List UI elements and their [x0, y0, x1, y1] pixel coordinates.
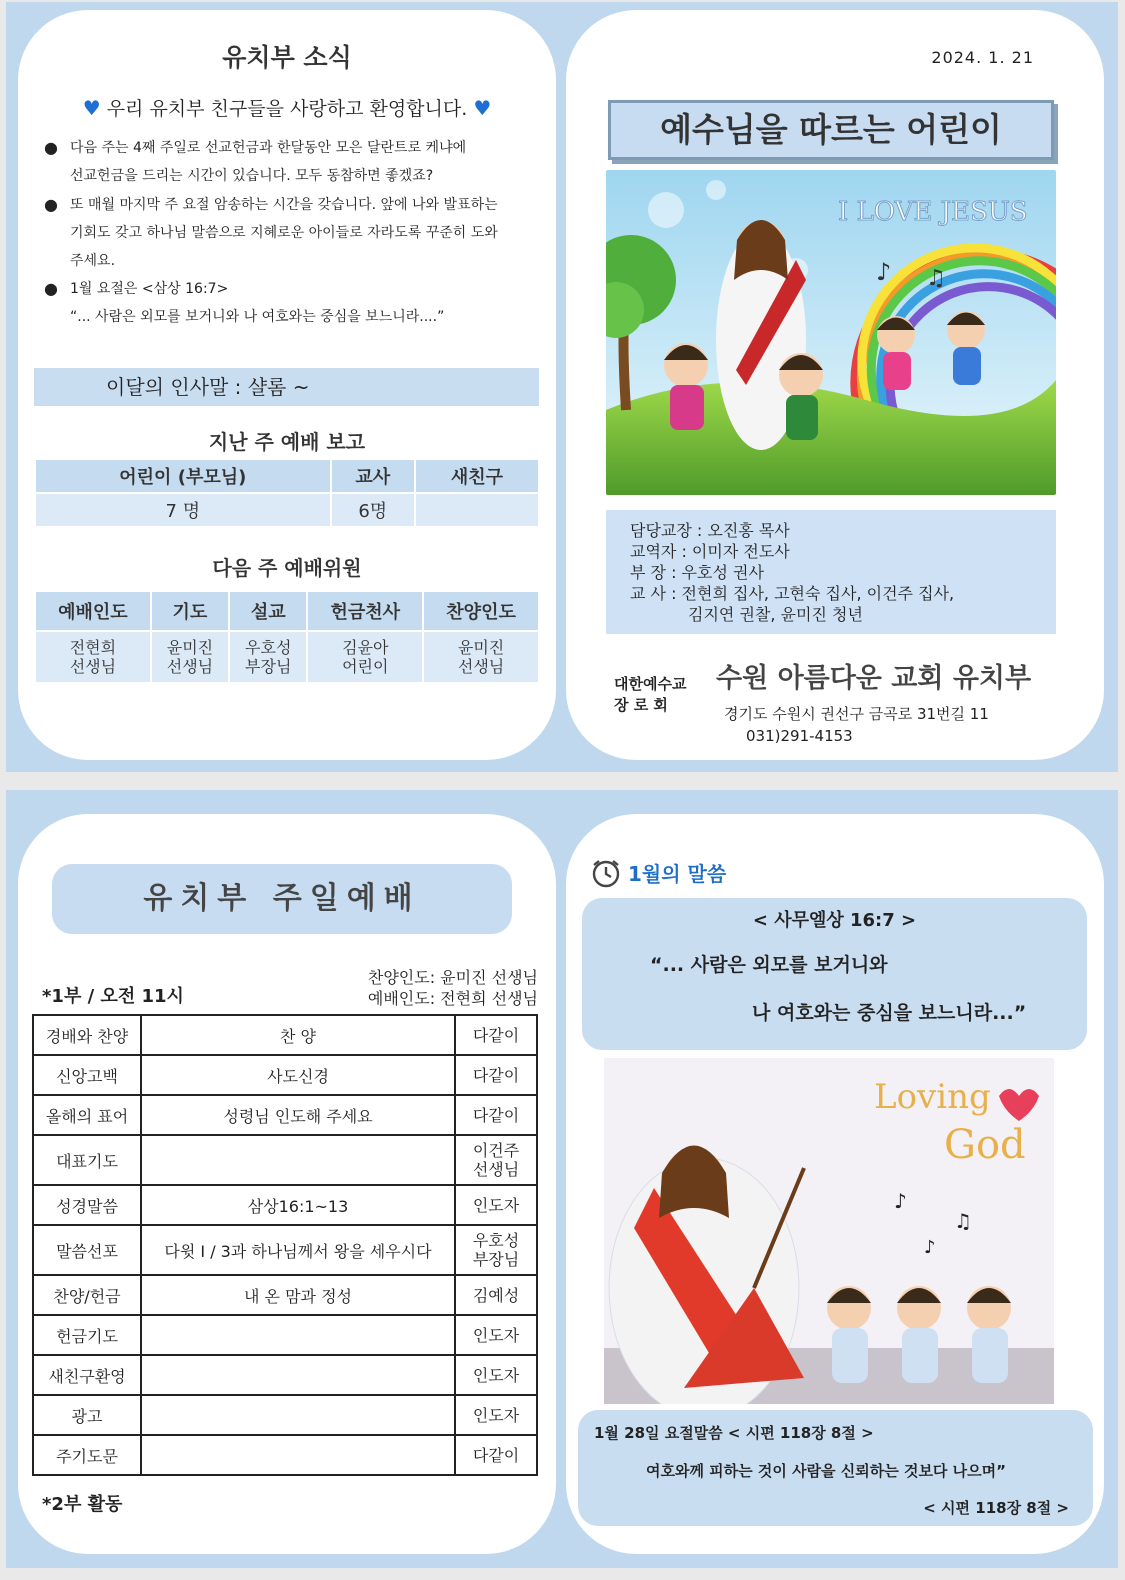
news-title: 유치부 소식	[222, 43, 352, 72]
monthly-verse-box	[582, 898, 1087, 1050]
verse-line-1: “... 사람은 외모를 보거니와	[650, 954, 888, 976]
bullet-line: 또 매월 마지막 주 요절 암송하는 시간을 갖습니다. 앞에 나와 발표하는	[70, 197, 498, 213]
order-content	[141, 1135, 455, 1185]
news-bullet-2	[44, 191, 544, 275]
table-cell: 윤미진 선생님	[423, 631, 539, 683]
staff-line: 담당교장 : 오진홍 목사	[630, 521, 790, 540]
order-item: 헌금기도	[33, 1315, 141, 1355]
table-row	[33, 1435, 537, 1475]
order-content: 사도신경	[141, 1055, 455, 1095]
staff-list	[606, 510, 1056, 634]
order-leader: 다같이	[455, 1095, 537, 1135]
cover-banner: 예수님을 따르는 어린이	[608, 100, 1054, 160]
bulletin-outer-sheet	[6, 2, 1118, 772]
order-content: 성령님 인도해 주세요	[141, 1095, 455, 1135]
order-item: 신앙고백	[33, 1055, 141, 1095]
loving-god-illustration	[604, 1058, 1054, 1404]
illustration-caption: I LOVE JESUS	[838, 197, 1028, 227]
church-address: 경기도 수원시 권선구 금곡로 31번길 11 031)291-4153	[724, 705, 989, 745]
memory-verse-ref: < 시편 118장 8절 >	[923, 1499, 1069, 1517]
illustration-caption: God	[944, 1122, 1026, 1168]
table-cell	[415, 493, 539, 527]
illustration-image	[606, 170, 1056, 495]
staff-line: 김지연 권찰, 윤미진 청년	[688, 605, 863, 624]
bulletin-inner-sheet	[6, 790, 1118, 1568]
order-leader: 인도자	[455, 1355, 537, 1395]
staff-line: 부 장 : 우호성 권사	[630, 563, 764, 582]
last-week-title: 지난 주 예배 보고	[208, 430, 366, 454]
order-leader: 우호성 부장님	[455, 1225, 537, 1275]
news-bullet-1	[44, 134, 544, 190]
table-row	[33, 1135, 537, 1185]
worship-title: 유치부 주일예배	[52, 864, 512, 934]
bulletin-date: 2024. 1. 21	[931, 48, 1034, 67]
table-cell: 김윤아 어린이	[307, 631, 423, 683]
memory-verse-text: 여호와께 피하는 것이 사람을 신뢰하는 것보다 나으며”	[646, 1462, 1006, 1480]
bullet-line: 선교헌금을 드리는 시간이 있습니다. 모두 동참하면 좋겠죠?	[70, 168, 434, 184]
service-roles: 찬양인도: 윤미진 선생님 예배인도: 전현희 선생님	[367, 968, 538, 1008]
table-header: 기도	[151, 591, 229, 631]
next-week-table	[34, 590, 540, 684]
table-cell: 6명	[331, 493, 415, 527]
worship-order-table	[32, 1014, 538, 1476]
table-cell: 전현희 선생님	[35, 631, 151, 683]
order-item: 올해의 표어	[33, 1095, 141, 1135]
order-item: 광고	[33, 1395, 141, 1435]
table-header: 예배인도	[35, 591, 151, 631]
service-part-2: *2부 활동	[42, 1494, 123, 1515]
svg-text:♪: ♪	[894, 1189, 907, 1213]
illustration-caption: Loving	[874, 1077, 991, 1117]
svg-text:♫: ♫	[926, 266, 946, 291]
news-panel	[18, 10, 556, 760]
welcome-text: 우리 유치부 친구들을 사랑하고 환영합니다.	[106, 98, 468, 120]
order-item: 찬양/헌금	[33, 1275, 141, 1315]
order-item: 성경말씀	[33, 1185, 141, 1225]
news-bullet-3	[44, 275, 544, 331]
cover-panel	[566, 10, 1104, 760]
table-row	[33, 1185, 537, 1225]
order-leader: 인도자	[455, 1315, 537, 1355]
table-row	[33, 1275, 537, 1315]
order-content: 내 온 맘과 정성	[141, 1275, 455, 1315]
memory-verse-title: 1월 28일 요절말씀 < 시편 118장 8절 >	[594, 1424, 874, 1442]
svg-text:♫: ♫	[954, 1209, 972, 1233]
heart-icon: ♥	[82, 96, 101, 120]
order-leader: 다같이	[455, 1055, 537, 1095]
monthly-greeting: 이달의 인사말 : 샬롬 ~	[34, 368, 539, 406]
bullet-line: 1월 요절은 <삼상 16:7>	[70, 281, 229, 297]
table-header: 어린이 (부모님)	[35, 459, 331, 493]
bullet-line: 주세요.	[70, 253, 116, 269]
order-leader: 인도자	[455, 1395, 537, 1435]
order-leader: 김예성	[455, 1275, 537, 1315]
welcome-message	[18, 94, 556, 121]
order-item: 주기도문	[33, 1435, 141, 1475]
order-item: 새친구환영	[33, 1355, 141, 1395]
bullet-icon: ●	[44, 138, 58, 157]
verse-line-2: 나 여호와는 중심을 보느니라...”	[752, 1002, 1027, 1024]
bullet-line: 기회도 갖고 하나님 말씀으로 지혜로운 아이들로 자라도록 꾸준히 도와	[70, 225, 498, 241]
table-row	[33, 1315, 537, 1355]
order-content	[141, 1395, 455, 1435]
worship-panel	[18, 814, 556, 1554]
table-row	[33, 1355, 537, 1395]
table-header: 설교	[229, 591, 307, 631]
svg-text:♪: ♪	[924, 1237, 936, 1258]
order-item: 경배와 찬양	[33, 1015, 141, 1055]
bullet-icon: ●	[44, 195, 58, 214]
table-row	[33, 1395, 537, 1435]
service-part-1: *1부 / 오전 11시	[42, 986, 184, 1007]
table-row	[33, 1055, 537, 1095]
table-header: 헌금천사	[307, 591, 423, 631]
order-content: 삼상16:1~13	[141, 1185, 455, 1225]
table-header: 새친구	[415, 459, 539, 493]
table-row	[33, 1225, 537, 1275]
table-row	[33, 1015, 537, 1055]
order-item: 대표기도	[33, 1135, 141, 1185]
last-week-table	[34, 458, 540, 528]
bullet-line: “... 사람은 외모를 보거니와 나 여호와는 중심을 보느니라....”	[70, 309, 445, 325]
order-content	[141, 1355, 455, 1395]
staff-line: 교역자 : 이미자 전도사	[630, 542, 790, 561]
order-content: 찬 양	[141, 1015, 455, 1055]
church-name: 수원 아름다운 교회 유치부	[716, 663, 1032, 694]
bullet-icon: ●	[44, 279, 58, 298]
table-header: 교사	[331, 459, 415, 493]
verse-reference: < 사무엘상 16:7 >	[752, 910, 917, 931]
staff-line: 교 사 : 전현희 집사, 고현숙 집사, 이건주 집사,	[630, 584, 955, 603]
svg-text:♪: ♪	[876, 258, 892, 286]
order-content: 다윗 I / 3과 하나님께서 왕을 세우시다	[141, 1225, 455, 1275]
order-leader: 인도자	[455, 1185, 537, 1225]
bullet-line: 다음 주는 4째 주일로 선교헌금과 한달동안 모은 달란트로 케냐에	[70, 140, 467, 156]
table-cell: 윤미진 선생님	[151, 631, 229, 683]
word-panel	[566, 814, 1104, 1554]
illustration-image	[604, 1058, 1054, 1404]
next-week-title: 다음 주 예배위원	[212, 556, 362, 580]
table-header: 찬양인도	[423, 591, 539, 631]
heart-icon: ♥	[473, 96, 492, 120]
order-leader: 다같이	[455, 1015, 537, 1055]
table-row	[33, 1095, 537, 1135]
order-leader: 이건주 선생님	[455, 1135, 537, 1185]
order-item: 말씀선포	[33, 1225, 141, 1275]
order-content	[141, 1315, 455, 1355]
denomination: 대한예수교 장 로 회	[614, 675, 687, 714]
memory-verse-box	[578, 1410, 1093, 1526]
clock-icon	[590, 858, 622, 892]
table-cell: 7 명	[35, 493, 331, 527]
table-cell: 우호성 부장님	[229, 631, 307, 683]
order-content	[141, 1435, 455, 1475]
monthly-word-heading: 1월의 말씀	[628, 862, 727, 886]
jesus-children-illustration	[606, 170, 1056, 495]
order-leader: 다같이	[455, 1435, 537, 1475]
